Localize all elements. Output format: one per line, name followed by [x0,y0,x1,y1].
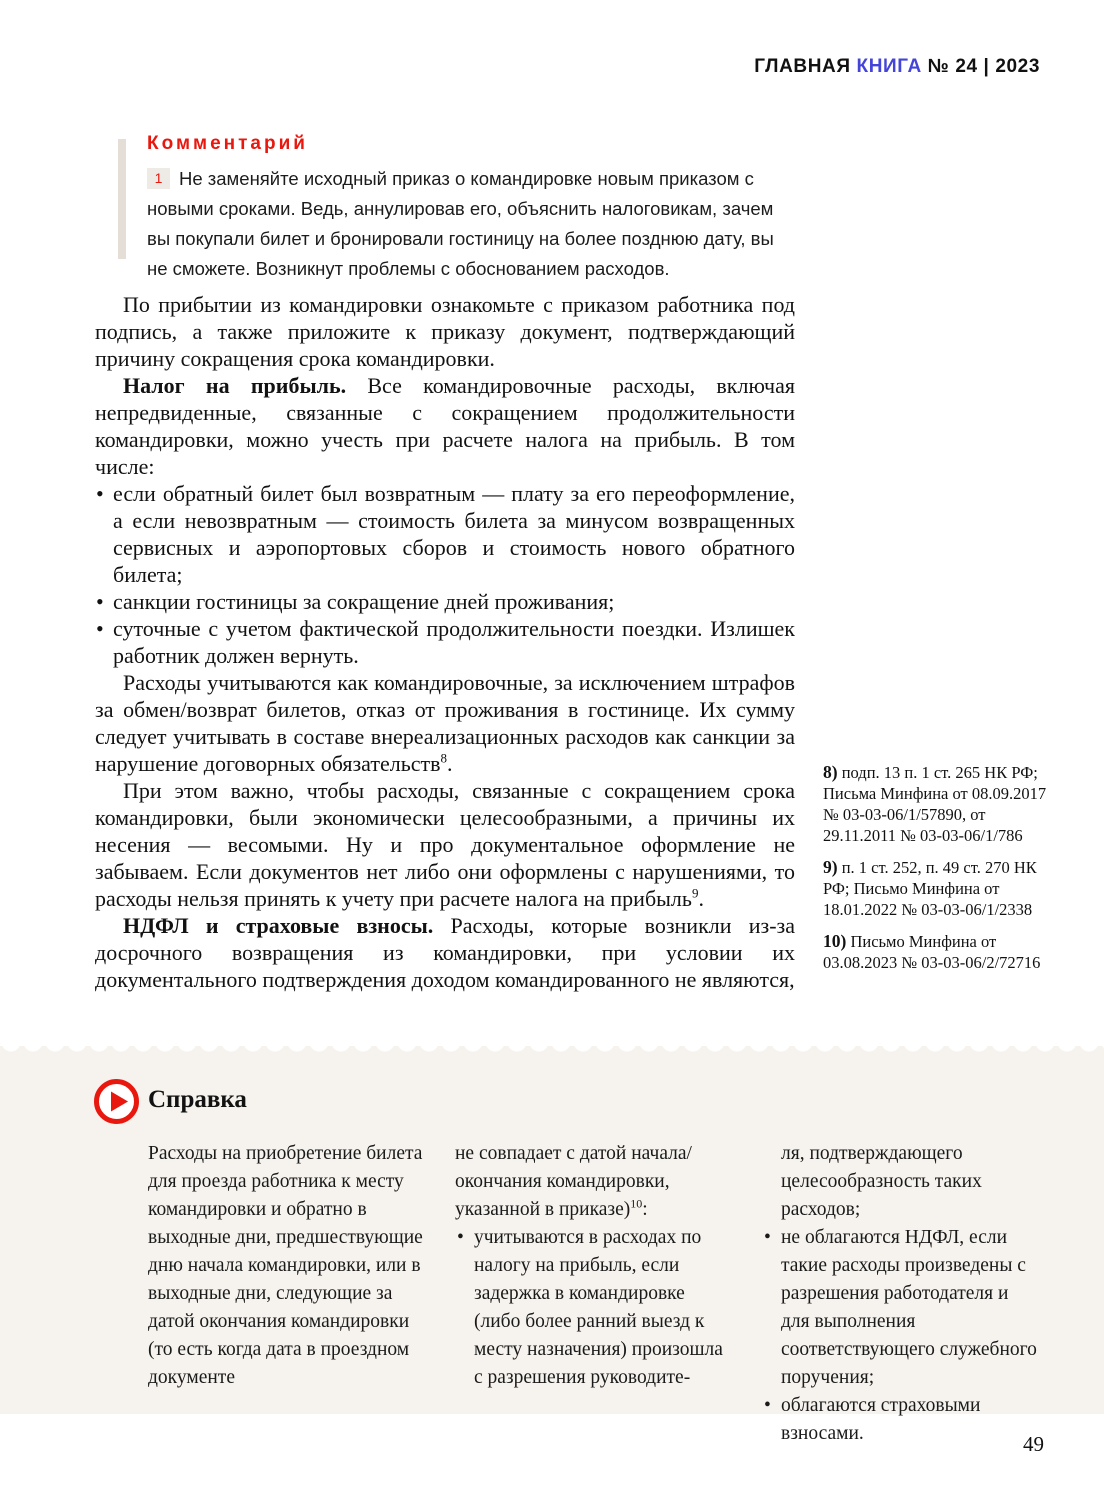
brand-accent: КНИГА [856,56,922,77]
paragraph-penalties [95,669,795,777]
footnote-ref-9: 9 [691,885,699,901]
article-body [95,291,795,993]
list-item: • если обратный билет был возвратным — плату за его переоформление, а если невозвратным — стоимость билета за минусом возвращенных сервисных и аэропортовых сборов и стоимость нового обратного билета; [95,480,795,588]
reference-list [455,1224,731,1392]
list-item: • не облагаются НДФЛ, если такие расходы произведены с разрешения работодателя и для выполнения соответствующего служебного поручения; [762,1224,1038,1392]
reference-text: Расходы на приобретение билета для проезда работника к месту командировки и обратно в выходные дни, предшествующие дню начала командировки, или в выходные дни, следующие за датой окончания командировки (то есть когда дата в проездном документе [148,1143,423,1388]
comment-body: Не заменяйте исходный приказ о командировке новым приказом с новыми сроками. Ведь, аннулировав его, объяснить налоговикам, зачем вы покупали билет и бронировали гостиницу на более позднюю дату, вы не сможете. Возникнут проблемы с обоснованием расходов. [147,168,774,279]
paragraph-text-after: . [447,751,453,776]
footnote-ref-8: 8 [440,750,448,766]
reference-title: Справка [148,1086,247,1113]
brand-name: ГЛАВНАЯ [754,56,857,77]
paragraph-text: При этом важно, чтобы расходы, связанные с сокращением срока командировки, были экономически целесообразными, а причины их несения — весомыми. Ну и про документальное оформление не забываем. Если документов нет либо они оформлены с нарушениями, то расходы нельзя принять к учету при расчете налога на прибыль [95,778,795,911]
magazine-header [754,56,1040,78]
paragraph-lead: НДФЛ и страховые взносы. [123,913,434,938]
comment-number-badge: 1 [147,168,170,189]
list-item: • учитываются в расходах по налогу на прибыль, если задержка в командировке (либо более ранний выезд к месту назначения) произошла с разрешения руководите- [455,1224,731,1392]
play-circle-icon [93,1078,140,1125]
footnote-9 [823,857,1047,920]
footnote-number: 10) [823,931,847,951]
footnote-ref-10: 10 [630,1196,643,1211]
paragraph-text: Расходы, которые возникли из-за досрочного возвращения из командировки, при условии их документального подтверждения доходом командированного не являются, [95,913,795,992]
list-item: • санкции гостиницы за сокращение дней проживания; [95,588,795,615]
page-number: 49 [1023,1432,1044,1456]
reference-text [455,1140,731,1224]
paragraph-arrival: По прибытии из командировки ознакомьте с приказом работника под подпись, а также приложите к приказу документ, подтверждающий причину сокращения срока командировки. [95,292,795,371]
paragraph-text: Все командировочные расходы, включая непредвиденные, связанные с сокращением продолжительности командировки, можно учесть при расчете налога на прибыль. В том числе: [95,373,795,479]
footnote-8 [823,762,1047,846]
reference-column-3 [762,1140,1038,1448]
comment-inner [147,133,780,284]
paragraph-text: Расходы учитываются как командировочные, за исключением штрафов за обмен/возврат билетов, отказ от проживания в гостинице. Их сумму следует учитывать в составе внереализационных расходов как санкции за нарушение договорных обязательств [95,670,795,776]
footnote-text: п. 1 ст. 252, п. 49 ст. 270 НК РФ; Письмо Минфина от 18.01.2022 № 03-03-06/1/2338 [823,858,1037,919]
comment-text [147,164,775,284]
reference-continuation: ля, подтверждающего целесообразность таких расходов; [781,1143,982,1220]
issue-number: № 24 | 2023 [921,56,1040,77]
list-item: • суточные с учетом фактической продолжительности поездки. Излишек работник должен вернуть. [95,615,795,669]
sidebar-footnotes [823,762,1047,984]
reference-intro: не совпадает с датой начала/окончания командировки, указанной в приказе) [455,1143,692,1220]
paragraph-profit-tax [95,372,795,480]
reference-list [762,1224,1038,1448]
footnote-text: подп. 13 п. 1 ст. 265 НК РФ; Письма Минфина от 08.09.2017 № 03-03-06/1/57890, от 29.11.2011 № 03-03-06/1/786 [823,763,1047,845]
paragraph-justification [95,777,795,912]
reference-column-1 [148,1140,424,1448]
list-item: • облагаются страховыми взносами. [762,1392,1038,1448]
paragraph-text-after: . [698,886,704,911]
comment-label: Комментарий [147,133,308,154]
footnote-10 [823,931,1047,973]
reference-intro-after: : [642,1199,648,1220]
reference-columns [148,1140,1038,1448]
paragraph-ndfl [95,912,795,993]
footnote-number: 8) [823,762,838,782]
expenses-list [95,480,795,669]
comment-side-bar [118,139,126,259]
footnote-number: 9) [823,857,838,877]
comment-block [118,133,780,284]
reference-column-2 [455,1140,731,1448]
paragraph-lead: Налог на прибыль. [123,373,347,398]
footnote-text: Письмо Минфина от 03.08.2023 № 03-03-06/2/72716 [823,932,1041,972]
